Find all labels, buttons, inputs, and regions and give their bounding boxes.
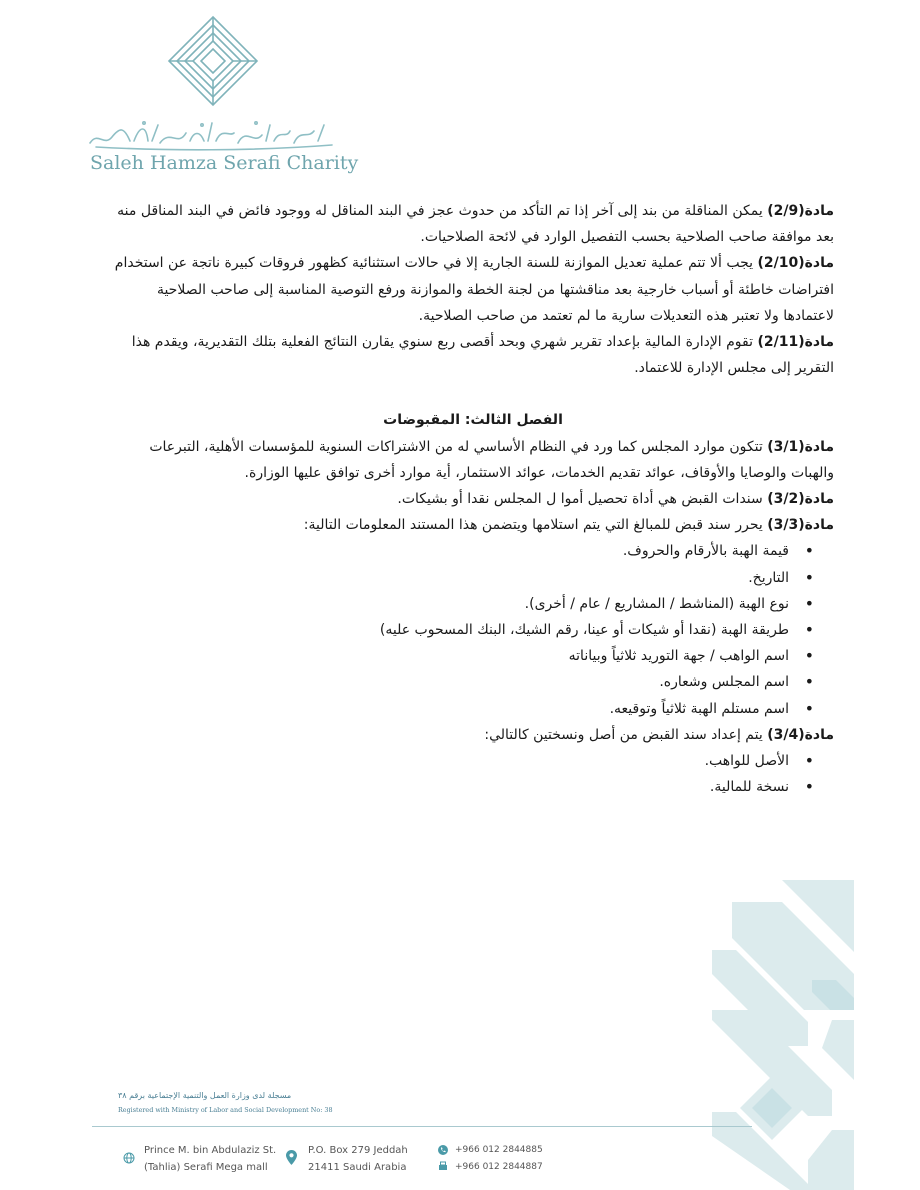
article-2-11 — [112, 329, 834, 381]
article-text: تتكون موارد المجلس كما ورد في النظام الأساسي له من الاشتراكات السنوية للمؤسسات الأهلية، التبرعات والهبات والوصايا والأوقاف، عوائد تقديم الخدمات، عوائد الاستثمار، أية موارد أخرى توافق عليها الوزارة. — [149, 438, 834, 481]
square-kufic-logo — [167, 15, 259, 107]
article-2-10 — [112, 250, 834, 329]
pobox-line: P.O. Box 279 Jeddah — [308, 1145, 408, 1156]
article-label: مادة — [804, 438, 834, 455]
logo-calligraphy — [86, 117, 336, 151]
registration-arabic: مسجلة لدى وزارة العمل والتنمية الإجتماعية برقم ٣٨ — [118, 1091, 292, 1100]
list-item: • طريقة الهبة (نقدا أو شيكات أو عينا، رقم الشيك، البنك المسحوب عليه) — [112, 617, 814, 643]
article-number: (3/3) — [767, 517, 805, 534]
article-number: (3/2) — [767, 491, 805, 508]
article-number: (2/9) — [767, 203, 805, 219]
list-item: • نوع الهبة (المناشط / المشاريع / عام / أخرى). — [112, 591, 814, 617]
article-text: سندات القبض هي أداة تحصيل أموا ل المجلس نقدا أو بشيكات. — [397, 491, 768, 508]
globe-icon — [123, 1152, 135, 1164]
article-3-3-list — [112, 538, 834, 721]
article-text: يمكن المناقلة من بند إلى آخر إذا تم التأكد من حدوث عجز في البند المناقل له ووجود فائض في البند المناقل منه بعد موافقة صاحب الصلاحية بحسب التفصيل الوارد في لائحة الصلاحيات. — [117, 203, 834, 246]
pobox-block — [308, 1142, 408, 1176]
map-pin-icon — [286, 1150, 297, 1165]
phone-icon — [438, 1145, 448, 1155]
article-label: مادة — [804, 203, 834, 219]
document-body — [112, 198, 834, 800]
list-item: • الأصل للواهب. — [112, 748, 814, 774]
article-2-9 — [112, 198, 834, 250]
list-item: • اسم الواهب / جهة التوريد ثلاثياً وبياناته — [112, 643, 814, 669]
article-label: مادة — [804, 255, 834, 272]
list-item: • اسم المجلس وشعاره. — [112, 669, 814, 695]
article-number: (3/4) — [767, 726, 805, 743]
article-number: (3/1) — [767, 438, 805, 455]
phone-number: +966 012 2844885 — [455, 1145, 543, 1155]
logo-latin-text: Saleh Hamza Serafi Charity — [90, 152, 359, 174]
article-text: تقوم الإدارة المالية بإعداد تقرير شهري وبحد أقصى ربع سنوي يقارن النتائج الفعلية بتلك التقديرية، ويقدم هذا التقرير إلى مجلس الإدارة للاعتماد. — [131, 334, 834, 377]
pobox-line: 21411 Saudi Arabia — [308, 1162, 407, 1173]
article-text: يحرر سند قبض للمبالغ التي يتم استلامها ويتضمن هذا المستند المعلومات التالية: — [303, 517, 768, 534]
article-3-3 — [112, 512, 834, 538]
article-label: مادة — [804, 517, 834, 534]
address-line: Prince M. bin Abdulaziz St. — [144, 1145, 277, 1156]
article-label: مادة — [804, 491, 834, 508]
registration-english: Registered with Ministry of Labor and Social Development No: 38 — [118, 1106, 333, 1114]
article-3-4 — [112, 722, 834, 748]
article-number: (2/11) — [757, 334, 805, 351]
list-item: • التاريخ. — [112, 565, 814, 591]
list-item: • قيمة الهبة بالأرقام والحروف. — [112, 538, 814, 564]
chapter-title: الفصل الثالث: المقبوضات — [383, 412, 563, 429]
article-3-4-list — [112, 748, 834, 800]
article-label: مادة — [804, 334, 834, 351]
article-text: يجب ألا تتم عملية تعديل الموازنة للسنة الجارية إلا في حالات استثنائية كظهور فروقات كبيرة ناتجة عن استخدام افتراضات خاطئة أو أسباب خارجية بعد مناقشتها من لجنة الخطة والموازنة ورفع التوصية المناسبة إلى صاحب الصلاحية لاعتمادها ولا تعتبر هذه التعديلات سارية ما لم تعتمد من صاحب الصلاحية. — [114, 255, 834, 324]
contact-block — [455, 1142, 543, 1176]
list-item: • نسخة للمالية. — [112, 774, 814, 800]
address-block — [144, 1142, 276, 1176]
article-label: مادة — [804, 726, 834, 743]
footer-divider — [92, 1126, 752, 1127]
decorative-pattern — [712, 880, 854, 1190]
article-3-1 — [112, 434, 834, 486]
article-text: يتم إعداد سند القبض من أصل ونسختين كالتالي: — [484, 726, 768, 743]
list-item: • اسم مستلم الهبة ثلاثياً وتوقيعه. — [112, 696, 814, 722]
fax-number: +966 012 2844887 — [455, 1162, 543, 1172]
fax-icon — [438, 1161, 448, 1171]
article-3-2 — [112, 486, 834, 512]
address-line: (Tahlia) Serafi Mega mall — [144, 1162, 268, 1173]
article-number: (2/10) — [757, 255, 805, 272]
